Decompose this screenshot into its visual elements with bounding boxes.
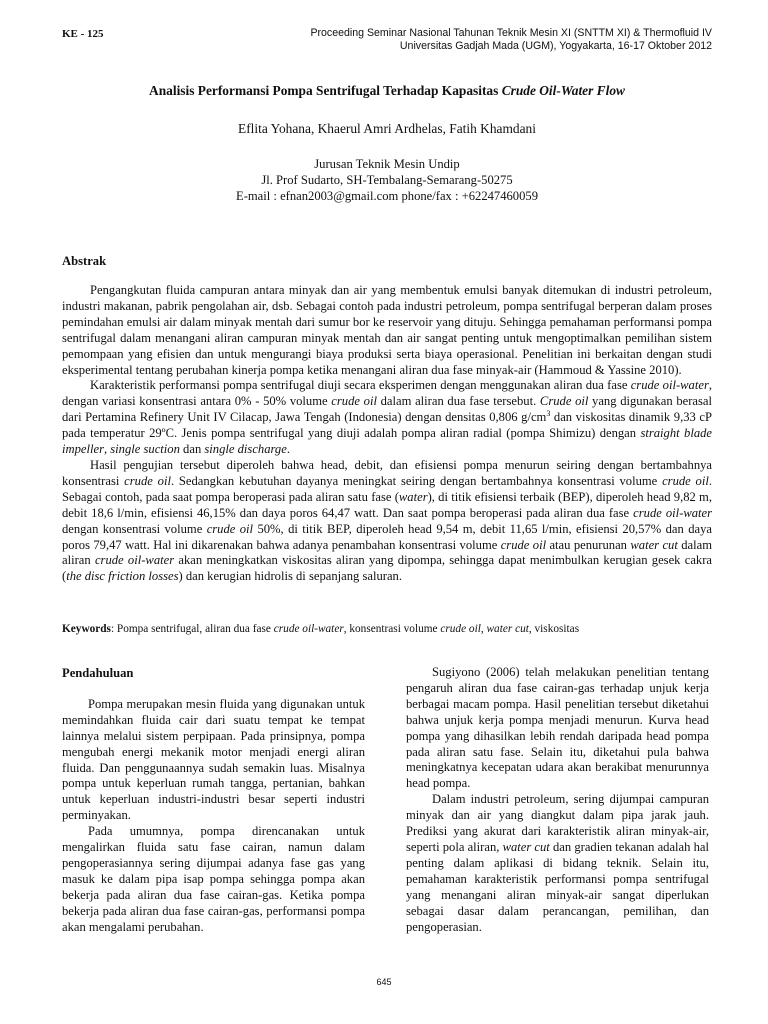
intro-column-right bbox=[406, 665, 709, 935]
proceeding-line-1: Proceeding Seminar Nasional Tahunan Teknik Mesin XI (SNTTM XI) & Thermofluid IV bbox=[310, 27, 712, 39]
title-main: Analisis Performansi Pompa Sentrifugal Terhadap Kapasitas bbox=[149, 83, 502, 98]
paper-code: KE - 125 bbox=[62, 28, 104, 40]
abstract-paragraph-3: Hasil pengujian tersebut diperoleh bahwa head, debit, dan efisiensi pompa menurun seiring dengan bertambahnya konsentrasi crude oil. Sedangkan kebutuhan dayanya meningkat seiring dengan bertambahnya konsentrasi volume crude oil. Sebagai contoh, pada saat pompa beroperasi pada aliran satu fase (water), di titik efisiensi terbaik (BEP), diperoleh head 9,82 m, debit 18,6 l/min, efisiensi 46,15% dan daya poros 64,47 watt. Dan saat pompa beroperasi pada aliran dua fase crude oil-water dengan konsentrasi volume crude oil 50%, di titik BEP, diperoleh head 9,54 m, debit 11,65 l/min, efisiensi 20,57% dan daya poros 79,47 watt. Hal ini dikarenakan bahwa adanya penambahan konsentrasi volume crude oil atau penurunan water cut dalam aliran crude oil-water akan meningkatkan viskositas aliran yang dipompa, sehingga dapat menimbulkan kerugian gesek cakra (the disc friction losses) dan kerugian hidrolis di sepanjang saluran. bbox=[62, 457, 713, 584]
affiliation-contact: E-mail : efnan2003@gmail.com phone/fax : +62247460059 bbox=[236, 189, 538, 204]
proceeding-line-2: Universitas Gadjah Mada (UGM), Yogyakarta, 16-17 Oktober 2012 bbox=[399, 40, 712, 52]
abstract-body bbox=[62, 283, 712, 585]
page-number: 645 bbox=[376, 977, 392, 987]
title-italic: Crude Oil-Water Flow bbox=[501, 83, 625, 98]
affiliation bbox=[62, 156, 712, 205]
abstract-heading: Abstrak bbox=[62, 254, 107, 268]
proceeding-header bbox=[192, 27, 712, 53]
intro-paragraph-1: Pompa merupakan mesin fluida yang digunakan untuk memindahkan fluida cair dari suatu tempat ke tempat lainnya melalui sistem perpipaan. Pada prinsipnya, pompa mengubah energi mekanik motor menjadi energi aliran fluida. Dan penggunaannya sudah semakin luas. Misalnya pompa untuk keperluan rumah tangga, pertanian, bahkan untuk keperluan industri-industri besar seperti industri perminyakan. bbox=[62, 696, 365, 823]
abstract-paragraph-2: Karakteristik performansi pompa sentrifugal diuji secara eksperimen dengan menggunakan aliran dua fase crude oil-water, dengan variasi konsentrasi antara 0% - 50% volume crude oil dalam aliran dua fase tersebut. Crude oil yang digunakan berasal dari Pertamina Refinery Unit IV Cilacap, Jawa Tengah (Indonesia) dengan densitas 0,806 $g/cm^3$ dan viskositas dinamik 9,33 cP pada temperatur 29ºC. Jenis pompa sentrifugal yang diuji adalah pompa aliran radial (pompa Shimizu) dengan straight blade impeller, single suction dan single discharge. bbox=[62, 378, 713, 457]
right-paragraph-2: Dalam industri petroleum, sering dijumpai campuran minyak dan air yang diangkut dalam pipa jarak jauh. Prediksi yang akurat dari karakteristik aliran minyak-air, seperti pola aliran, water cut dan gradien tekanan adalah hal penting dalam aplikasi di bidang teknik. Selain itu, pemahaman karakteristik performansi pompa sentrifugal yang menangani aliran minyak-air sangat diperlukan sebagai dasar dalam perancangan, pemilihan, dan pengoperasian. bbox=[406, 792, 709, 934]
intro-paragraph-2: Pada umumnya, pompa direncanakan untuk mengalirkan fluida satu fase cairan, namun dalam pengoperasiannya sering dijumpai adanya fase gas yang masuk ke dalam pipa isap pompa sehingga pompa akan bekerja pada aliran dua fase cairan-gas. Ketika pompa bekerja pada aliran dua fase cairan-gas, performansi pompa akan mengalami perubahan. bbox=[62, 824, 365, 934]
keywords-label: Keywords bbox=[62, 623, 111, 635]
affiliation-dept: Jurusan Teknik Mesin Undip bbox=[314, 157, 460, 171]
abstract-paragraph-1: Pengangkutan fluida campuran antara minyak dan air yang membentuk emulsi banyak ditemukan di industri petroleum, industri makanan, pabrik pengolahan air, dsb. Sebagai contoh pada industri petroleum, pompa sentrifugal berperan dalam proses pemindahan emulsi air dalam minyak mentah dari sumur bor ke reservoir yang dituju. Sehingga pemahaman performansi pompa sentrifugal dalam menangani aliran campuran minyak mentah dan air sangat penting untuk mengoptimalkan pemilihan sistem pemompaan yang efisien dan untuk mengurangi biaya produksi serta biaya operasional. Penelitian ini berkaitan dengan studi eksperimental tentang perubahan kinerja pompa ketika menangani aliran dua fase minyak-air (Hammoud & Yassine 2010). bbox=[62, 283, 712, 377]
keywords: Keywords: Pompa sentrifugal, aliran dua fase crude oil-water, konsentrasi volume crude oil, water cut, viskositas bbox=[62, 623, 580, 635]
intro-column-left bbox=[62, 666, 365, 936]
affiliation-address: Jl. Prof Sudarto, SH-Tembalang-Semarang-50275 bbox=[261, 173, 513, 188]
paper-title bbox=[62, 83, 712, 99]
right-paragraph-1: Sugiyono (2006) telah melakukan penelitian tentang pengaruh aliran dua fase cairan-gas terhadap unjuk kerja berbagai macam pompa. Hasil penelitian tersebut diketahui bahwa unjuk kerja pompa menjadi menurun. Kurva head pompa yang dihasilkan lebih rendah daripada head pompa pada aliran satu fase. Selain itu, diketahui pula bahwa meningkatnya kecepatan udara akan berakibat menurunnya head pompa. bbox=[406, 665, 709, 791]
section-heading-pendahuluan: Pendahuluan bbox=[62, 666, 134, 680]
authors: Eflita Yohana, Khaerul Amri Ardhelas, Fatih Khamdani bbox=[238, 121, 536, 136]
